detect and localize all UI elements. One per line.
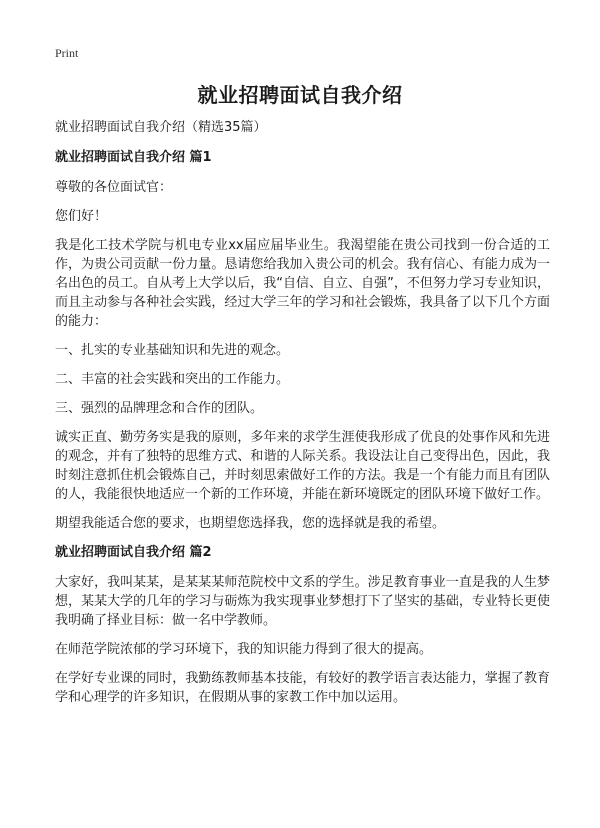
paragraph: 我是化工技术学院与机电专业xx届应届毕业生。我渴望能在贵公司找到一份合适的工作，为贵公司贡献一份力量。恳请您给我加入贵公司的机会。我有信心、有能力成为一名出色的员工。自从考上大学以后，我“自信、自立、自强”，不但努力学习专业知识，而且主动参与各种社会实践，经过大学三年的学习和社会锻炼，我具备了以下几个方面的能力： [55,238,550,329]
paragraph: 您们好！ [55,209,108,224]
paragraph: 在学好专业课的同时，我勤练教师基本技能，有较好的教学语言表达能力，掌握了教育学和心理学的许多知识，在假期从事的家教工作中加以运用。 [55,671,550,705]
paragraph: 诚实正直、勤劳务实是我的原则，多年来的求学生涯使我形成了优良的处事作风和先进的观念，并有了独特的思维方式、和谐的人际关系。我设法让自己变得出色，因此，我时刻注意抓住机会锻炼自己，并时刻思索做好工作的方法。我是一个有能力而且有团队的人，我能很快地适应一个新的工作环境，并能在新环境既定的团队环境下做好工作。 [55,430,550,502]
document-subtitle: 就业招聘面试自我介绍（精选35篇） [55,120,267,135]
paragraph: 二、丰富的社会实践和突出的工作能力。 [55,372,290,387]
paragraph: 期望我能适合您的要求，也期望您选择我，您的选择就是我的希望。 [55,516,446,531]
document-body [55,118,550,717]
page-title: 就业招聘面试自我介绍 [197,83,403,107]
paragraph: 一、扎实的专业基础知识和先进的观念。 [55,343,290,358]
paragraph: 在师范学院浓郁的学习环境下，我的知识能力得到了很大的提高。 [55,642,433,657]
paragraph: 大家好，我叫某某，是某某某师范院校中文系的学生。涉足教育事业一直是我的人生梦想，某某大学的几年的学习与砺炼为我实现事业梦想打下了坚实的基础，专业特长更使我明确了择业目标：做一名中学教师。 [55,575,550,628]
paragraph: 尊敬的各位面试官： [55,180,173,195]
section-heading-2: 就业招聘面试自我介绍 篇2 [55,545,212,560]
print-link[interactable]: Print [55,46,79,60]
paragraph: 三、强烈的品牌理念和合作的团队。 [55,401,264,416]
section-heading-1: 就业招聘面试自我介绍 篇1 [55,150,212,165]
